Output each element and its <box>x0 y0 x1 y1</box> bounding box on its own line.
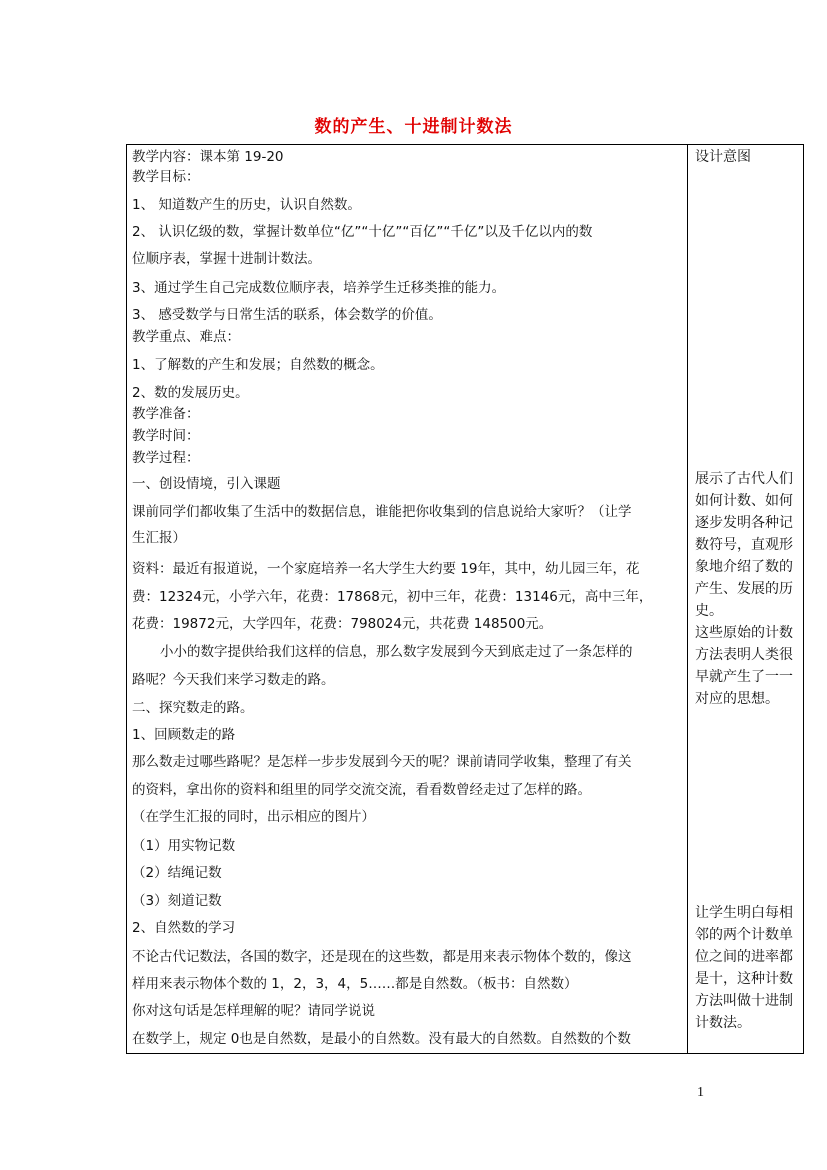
main-line: 3、通过学生自己完成数位顺序表，培养学生迁移类推的能力。 <box>132 280 506 296</box>
page-number: 1 <box>697 1085 704 1100</box>
main-line: 二、探究数走的路。 <box>132 700 254 716</box>
main-line: 费：12324元，小学六年，花费：17868元，初中三年，花费：13146元，高中三年， <box>132 589 653 605</box>
main-line: 1、了解数的产生和发展；自然数的概念。 <box>132 357 384 373</box>
main-line: 教学时间： <box>132 428 200 444</box>
side-line: 方法叫做十进制 <box>695 993 793 1009</box>
side-line: 是十，这种计数 <box>695 971 793 987</box>
main-line: （1）用实物记数 <box>132 838 236 854</box>
design-intent-header: 设计意图 <box>695 149 751 165</box>
main-line: 位顺序表，掌握十进制计数法。 <box>132 251 321 267</box>
main-line: 课前同学们都收集了生活中的数据信息，谁能把你收集到的信息说给大家听？（让学 <box>132 504 632 520</box>
column-divider <box>687 144 688 1054</box>
main-line: （2）结绳记数 <box>132 865 222 881</box>
main-line: 2、数的发展历史。 <box>132 385 249 401</box>
side-line: 数符号，直观形 <box>695 537 793 553</box>
main-line: 样用来表示物体个数的 1，2，3，4，5……都是自然数。（板书：自然数） <box>132 976 578 992</box>
main-line: 1、回顾数走的路 <box>132 727 236 743</box>
side-line: 邻的两个计数单 <box>695 927 793 943</box>
main-line: 2、 认识亿级的数，掌握计数单位“亿”“十亿”“百亿”“千亿”以及千亿以内的数 <box>132 224 593 240</box>
side-line: 早就产生了一一 <box>695 669 793 685</box>
side-line: 这些原始的计数 <box>695 625 793 641</box>
main-line: 那么数走过哪些路呢？是怎样一步步发展到今天的呢？课前请同学收集，整理了有关 <box>132 754 632 770</box>
side-line: 史。 <box>695 603 723 619</box>
side-line: 让学生明白每相 <box>695 905 793 921</box>
side-line: 展示了古代人们 <box>695 471 793 487</box>
main-line: 2、自然数的学习 <box>132 920 236 936</box>
main-line: （3）刻道记数 <box>132 893 222 909</box>
main-line: 你对这句话是怎样理解的呢？请同学说说 <box>132 1003 375 1019</box>
main-line: 教学内容：课本第 19-20 <box>132 149 284 165</box>
main-line: 教学重点、难点： <box>132 329 240 345</box>
main-line: 生汇报） <box>132 530 186 546</box>
side-line: 位之间的进率都 <box>695 949 793 965</box>
main-line: 1、 知道数产生的历史，认识自然数。 <box>132 197 361 213</box>
main-line: 3、 感受数学与日常生活的联系，体会数学的价值。 <box>132 307 442 323</box>
side-line: 计数法。 <box>695 1015 751 1031</box>
side-line: 产生、发展的历 <box>695 581 793 597</box>
main-line: 不论古代记数法，各国的数字，还是现在的这些数，都是用来表示物体个数的，像这 <box>132 949 632 965</box>
main-line: 教学过程： <box>132 450 200 466</box>
main-line: 一、创设情境，引入课题 <box>132 476 281 492</box>
document-title: 数的产生、十进制计数法 <box>314 117 513 137</box>
side-line: 象地介绍了数的 <box>695 559 793 575</box>
main-line: 教学目标： <box>132 169 200 185</box>
main-line: 小小的数字提供给我们这样的信息，那么数字发展到今天到底走过了一条怎样的 <box>160 644 633 660</box>
main-line: 在数学上，规定 0也是自然数，是最小的自然数。没有最大的自然数。自然数的个数 <box>132 1031 631 1047</box>
main-line: 花费：19872元，大学四年，花费：798024元，共花费 148500元。 <box>132 616 553 632</box>
side-line: 逐步发明各种记 <box>695 515 793 531</box>
side-line: 如何计数、如何 <box>695 493 793 509</box>
side-line: 对应的思想。 <box>695 691 779 707</box>
side-line: 方法表明人类很 <box>695 647 793 663</box>
main-line: 路呢？今天我们来学习数走的路。 <box>132 672 335 688</box>
main-line: 资料：最近有报道说，一个家庭培养一名大学生大约要 19年，其中，幼儿园三年，花 <box>132 561 640 577</box>
main-line: 教学准备： <box>132 406 200 422</box>
main-line: 的资料，拿出你的资料和组里的同学交流交流，看看数曾经走过了怎样的路。 <box>132 782 591 798</box>
main-line: （在学生汇报的同时，出示相应的图片） <box>132 809 375 825</box>
